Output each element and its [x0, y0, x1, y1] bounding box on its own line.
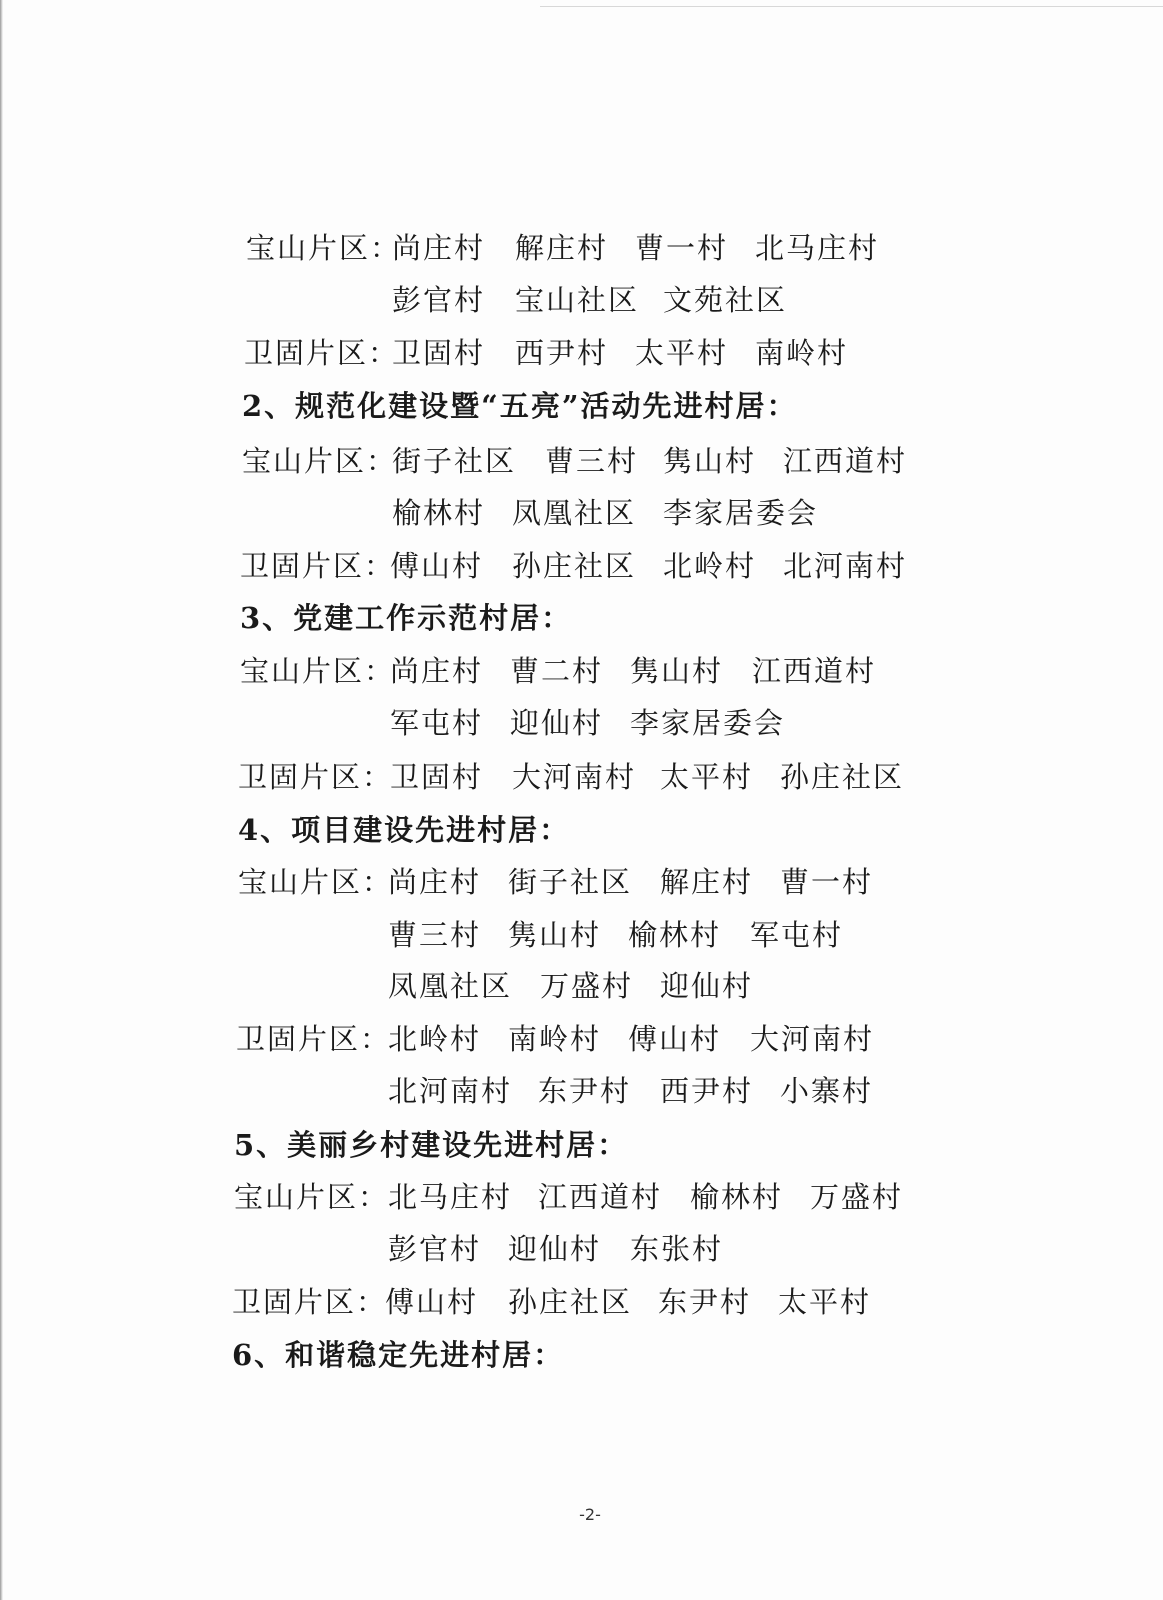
village-name: 彭官村: [392, 283, 486, 317]
village-name: 南岭村: [755, 336, 849, 370]
village-name: 街子社区: [508, 865, 633, 899]
village-name: 文苑社区: [663, 283, 788, 317]
section-title: 6、和谐稳定先进村居：: [232, 1338, 565, 1372]
village-name: 曹三村: [545, 444, 639, 478]
area-label: 宝山片区：: [246, 231, 402, 265]
village-name: 孙庄社区: [508, 1285, 633, 1319]
village-name: 北河南村: [388, 1074, 513, 1108]
village-name: 江西道村: [783, 444, 908, 478]
village-name: 曹一村: [635, 231, 729, 265]
area-label: 卫固片区：: [236, 1022, 392, 1056]
village-name: 江西道村: [538, 1180, 663, 1214]
village-name: 东尹村: [658, 1285, 752, 1319]
village-name: 尚庄村: [388, 865, 482, 899]
village-name: 军屯村: [390, 706, 484, 740]
village-name: 曹二村: [510, 654, 604, 688]
village-name: 大河南村: [512, 760, 637, 794]
village-name: 凤凰社区: [512, 496, 637, 530]
village-name: 北河南村: [783, 549, 908, 583]
section-title: 3、党建工作示范村居：: [240, 601, 573, 635]
village-name: 太平村: [635, 336, 729, 370]
area-label: 卫固片区：: [238, 760, 394, 794]
area-label: 卫固片区：: [232, 1285, 388, 1319]
village-name: 李家居委会: [630, 706, 786, 740]
area-label: 宝山片区：: [242, 444, 398, 478]
village-name: 尚庄村: [390, 654, 484, 688]
area-label: 宝山片区：: [238, 865, 394, 899]
village-name: 孙庄社区: [780, 760, 905, 794]
village-name: 隽山村: [663, 444, 757, 478]
village-name: 彭官村: [388, 1232, 482, 1266]
village-name: 迎仙村: [660, 969, 754, 1003]
area-label: 宝山片区：: [234, 1180, 390, 1214]
village-name: 太平村: [660, 760, 754, 794]
section-title: 2、规范化建设暨“五亮”活动先进村居：: [242, 389, 798, 423]
village-name: 傅山村: [628, 1022, 722, 1056]
village-name: 曹一村: [780, 865, 874, 899]
village-name: 西尹村: [660, 1074, 754, 1108]
village-name: 榆林村: [690, 1180, 784, 1214]
village-name: 宝山社区: [515, 283, 640, 317]
scan-edge-shadow: [0, 0, 3, 1600]
village-name: 南岭村: [508, 1022, 602, 1056]
village-name: 榆林村: [628, 918, 722, 952]
village-name: 解庄村: [515, 231, 609, 265]
area-label: 宝山片区：: [240, 654, 396, 688]
village-name: 大河南村: [750, 1022, 875, 1056]
village-name: 军屯村: [750, 918, 844, 952]
area-label: 卫固片区：: [240, 549, 396, 583]
village-name: 隽山村: [630, 654, 724, 688]
village-name: 北岭村: [663, 549, 757, 583]
village-name: 傅山村: [390, 549, 484, 583]
scan-top-line: [540, 6, 1163, 7]
village-name: 卫固村: [392, 336, 486, 370]
village-name: 榆林村: [392, 496, 486, 530]
village-name: 尚庄村: [392, 231, 486, 265]
village-name: 万盛村: [810, 1180, 904, 1214]
section-title: 5、美丽乡村建设先进村居：: [234, 1128, 629, 1162]
village-name: 江西道村: [752, 654, 877, 688]
village-name: 东尹村: [538, 1074, 632, 1108]
village-name: 街子社区: [392, 444, 517, 478]
village-name: 孙庄社区: [512, 549, 637, 583]
village-name: 凤凰社区: [388, 969, 513, 1003]
village-name: 李家居委会: [663, 496, 819, 530]
section-title: 4、项目建设先进村居：: [238, 813, 571, 847]
village-name: 迎仙村: [510, 706, 604, 740]
area-label: 卫固片区：: [244, 336, 400, 370]
village-name: 迎仙村: [508, 1232, 602, 1266]
village-name: 北岭村: [388, 1022, 482, 1056]
village-name: 解庄村: [660, 865, 754, 899]
village-name: 西尹村: [515, 336, 609, 370]
village-name: 太平村: [778, 1285, 872, 1319]
village-name: 小寨村: [780, 1074, 874, 1108]
village-name: 北马庄村: [388, 1180, 513, 1214]
page-number: -2-: [579, 1505, 601, 1524]
village-name: 曹三村: [388, 918, 482, 952]
village-name: 东张村: [630, 1232, 724, 1266]
village-name: 万盛村: [540, 969, 634, 1003]
village-name: 隽山村: [508, 918, 602, 952]
village-name: 傅山村: [385, 1285, 479, 1319]
village-name: 北马庄村: [755, 231, 880, 265]
village-name: 卫固村: [390, 760, 484, 794]
